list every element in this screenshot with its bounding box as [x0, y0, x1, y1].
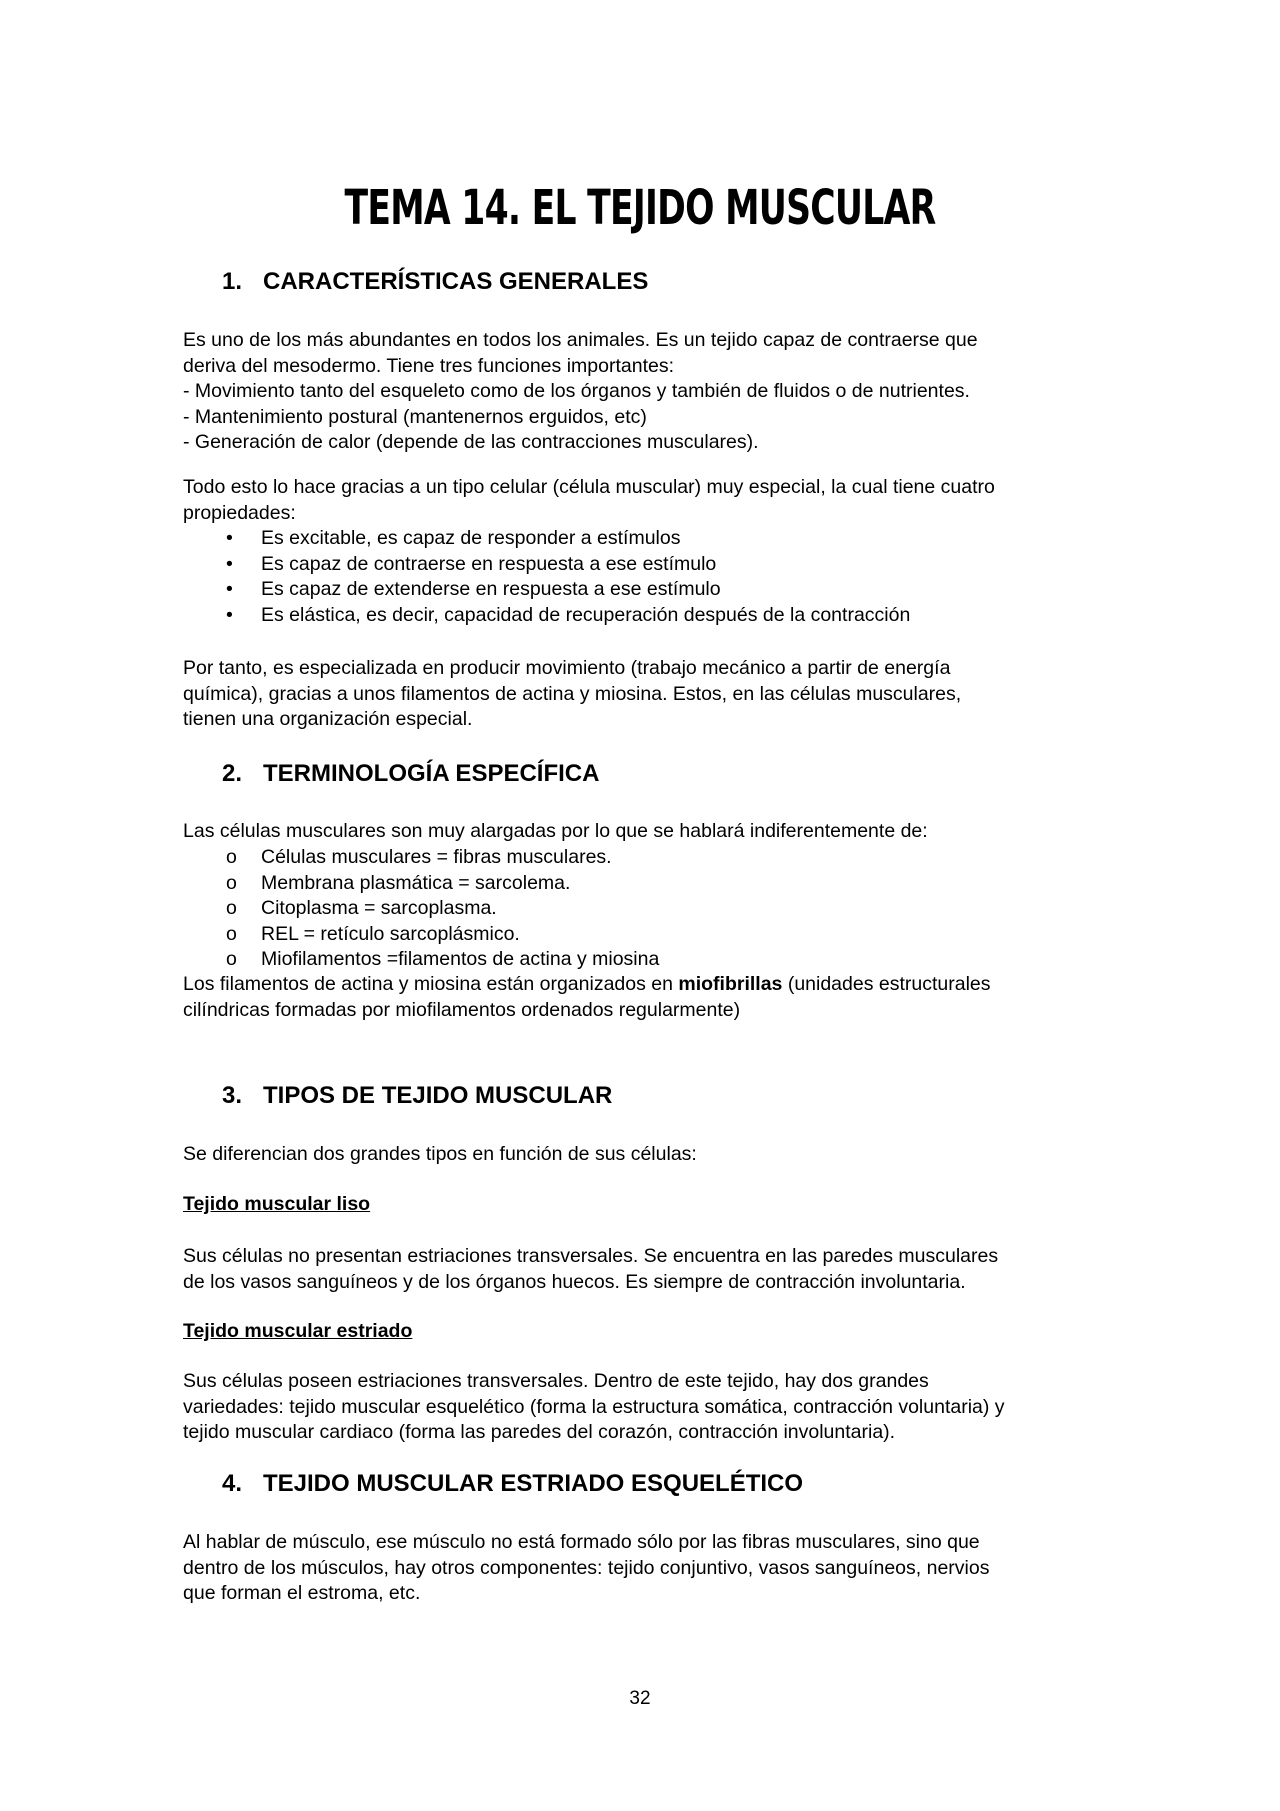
list-item: o REL = retículo sarcoplásmico. — [0, 922, 1280, 948]
text-line: de los vasos sanguíneos y de los órganos huecos. Es siempre de contracción involuntaria. — [183, 1270, 966, 1293]
terminology-list — [0, 845, 1280, 973]
text-line: Los filamentos de actina y miosina están organizados en miofibrillas (unidades estructurales — [183, 973, 991, 995]
text-line: Sus células poseen estriaciones transversales. Dentro de este tejido, hay dos grandes — [183, 1370, 929, 1392]
section-title: TERMINOLOGÍA ESPECÍFICA — [263, 760, 600, 787]
estriado-paragraph — [183, 1369, 1113, 1446]
text-line: - Generación de calor (depende de las contracciones musculares). — [183, 431, 759, 453]
section-number: 4. — [222, 1470, 243, 1497]
list-item: o Citoplasma = sarcoplasma. — [0, 896, 1280, 922]
page-number: 32 — [629, 1688, 651, 1709]
section-number: 1. — [222, 268, 243, 295]
circle-bullet-icon: o — [226, 871, 237, 894]
liso-paragraph — [183, 1244, 1113, 1295]
list-item: • Es capaz de extenderse en respuesta a ese estímulo — [0, 577, 1280, 603]
text-line: Todo esto lo hace gracias a un tipo celular (célula muscular) muy especial, la cual tiene cuatro — [183, 476, 995, 498]
text-line: - Mantenimiento postural (mantenernos erguidos, etc) — [183, 405, 647, 428]
list-item: • Es elástica, es decir, capacidad de recuperación después de la contracción — [0, 603, 1280, 629]
text-line: Sus células no presentan estriaciones transversales. Se encuentra en las paredes musculares — [183, 1245, 999, 1267]
section-3-intro — [183, 1142, 1113, 1168]
circle-bullet-icon: o — [226, 922, 237, 945]
section-title: TEJIDO MUSCULAR ESTRIADO ESQUELÉTICO — [263, 1470, 804, 1497]
circle-bullet-icon: o — [226, 897, 237, 919]
section-4-paragraph — [183, 1530, 1113, 1607]
text-line: química), gracias a unos filamentos de actina y miosina. Estos, en las células musculares, — [183, 682, 962, 705]
text-line: Las células musculares son muy alargadas por lo que se hablará indiferentemente de: — [183, 820, 928, 842]
circle-bullet-icon: o — [226, 846, 237, 868]
section-title: TIPOS DE TEJIDO MUSCULAR — [263, 1082, 613, 1109]
bullet-icon: • — [226, 603, 233, 626]
list-item: o Miofilamentos =filamentos de actina y miosina — [0, 947, 1280, 973]
text-line: variedades: tejido muscular esquelético (forma la estructura somática, contracción voluntaria) y — [183, 1395, 1005, 1418]
text-line: deriva del mesodermo. Tiene tres funciones importantes: — [183, 354, 674, 377]
text-line: - Movimiento tanto del esqueleto como de los órganos y también de fluidos o de nutrientes. — [183, 380, 970, 402]
text-line: Es uno de los más abundantes en todos los animales. Es un tejido capaz de contraerse que — [183, 329, 978, 351]
section-1-paragraph-2 — [183, 475, 1113, 526]
section-1-paragraph-3 — [183, 656, 1113, 733]
section-2-heading — [222, 760, 599, 788]
section-number: 3. — [222, 1082, 243, 1109]
section-title: CARACTERÍSTICAS GENERALES — [263, 268, 649, 295]
text-line: dentro de los músculos, hay otros componentes: tejido conjuntivo, vasos sanguíneos, nervios — [183, 1556, 990, 1579]
text-line: Por tanto, es especializada en producir movimiento (trabajo mecánico a partir de energía — [183, 657, 951, 679]
bullet-icon: • — [226, 578, 233, 600]
list-item: • Es capaz de contraerse en respuesta a ese estímulo — [0, 552, 1280, 578]
section-1-heading — [222, 268, 648, 296]
bullet-icon: • — [226, 552, 233, 575]
text-line: tienen una organización especial. — [183, 708, 473, 730]
bold-term: miofibrillas — [678, 973, 783, 995]
section-number: 2. — [222, 760, 243, 787]
subheading-estriado: Tejido muscular estriado — [183, 1320, 413, 1342]
page-title: TEMA 14. EL TEJIDO MUSCULAR — [344, 180, 936, 237]
list-item: o Células musculares = fibras musculares. — [0, 845, 1280, 871]
text-line: Al hablar de músculo, ese músculo no está formado sólo por las fibras musculares, sino que — [183, 1531, 980, 1553]
text-line: que forman el estroma, etc. — [183, 1582, 421, 1604]
section-3-heading — [222, 1082, 612, 1110]
circle-bullet-icon: o — [226, 948, 237, 970]
section-4-heading — [222, 1470, 803, 1498]
text-line: tejido muscular cardiaco (forma las paredes del corazón, contracción involuntaria). — [183, 1421, 896, 1443]
bullet-icon: • — [226, 527, 233, 549]
list-item: • Es excitable, es capaz de responder a estímulos — [0, 526, 1280, 552]
section-2-paragraph — [183, 972, 1113, 1023]
section-1-paragraph-1 — [183, 328, 1113, 456]
properties-bullet-list — [0, 526, 1280, 628]
subheading-liso: Tejido muscular liso — [183, 1193, 371, 1215]
section-2-intro — [183, 819, 1113, 845]
list-item: o Membrana plasmática = sarcolema. — [0, 871, 1280, 897]
text-line: propiedades: — [183, 501, 296, 524]
text-line: cilíndricas formadas por miofilamentos ordenados regularmente) — [183, 998, 741, 1021]
text-line: Se diferencian dos grandes tipos en función de sus células: — [183, 1143, 697, 1165]
